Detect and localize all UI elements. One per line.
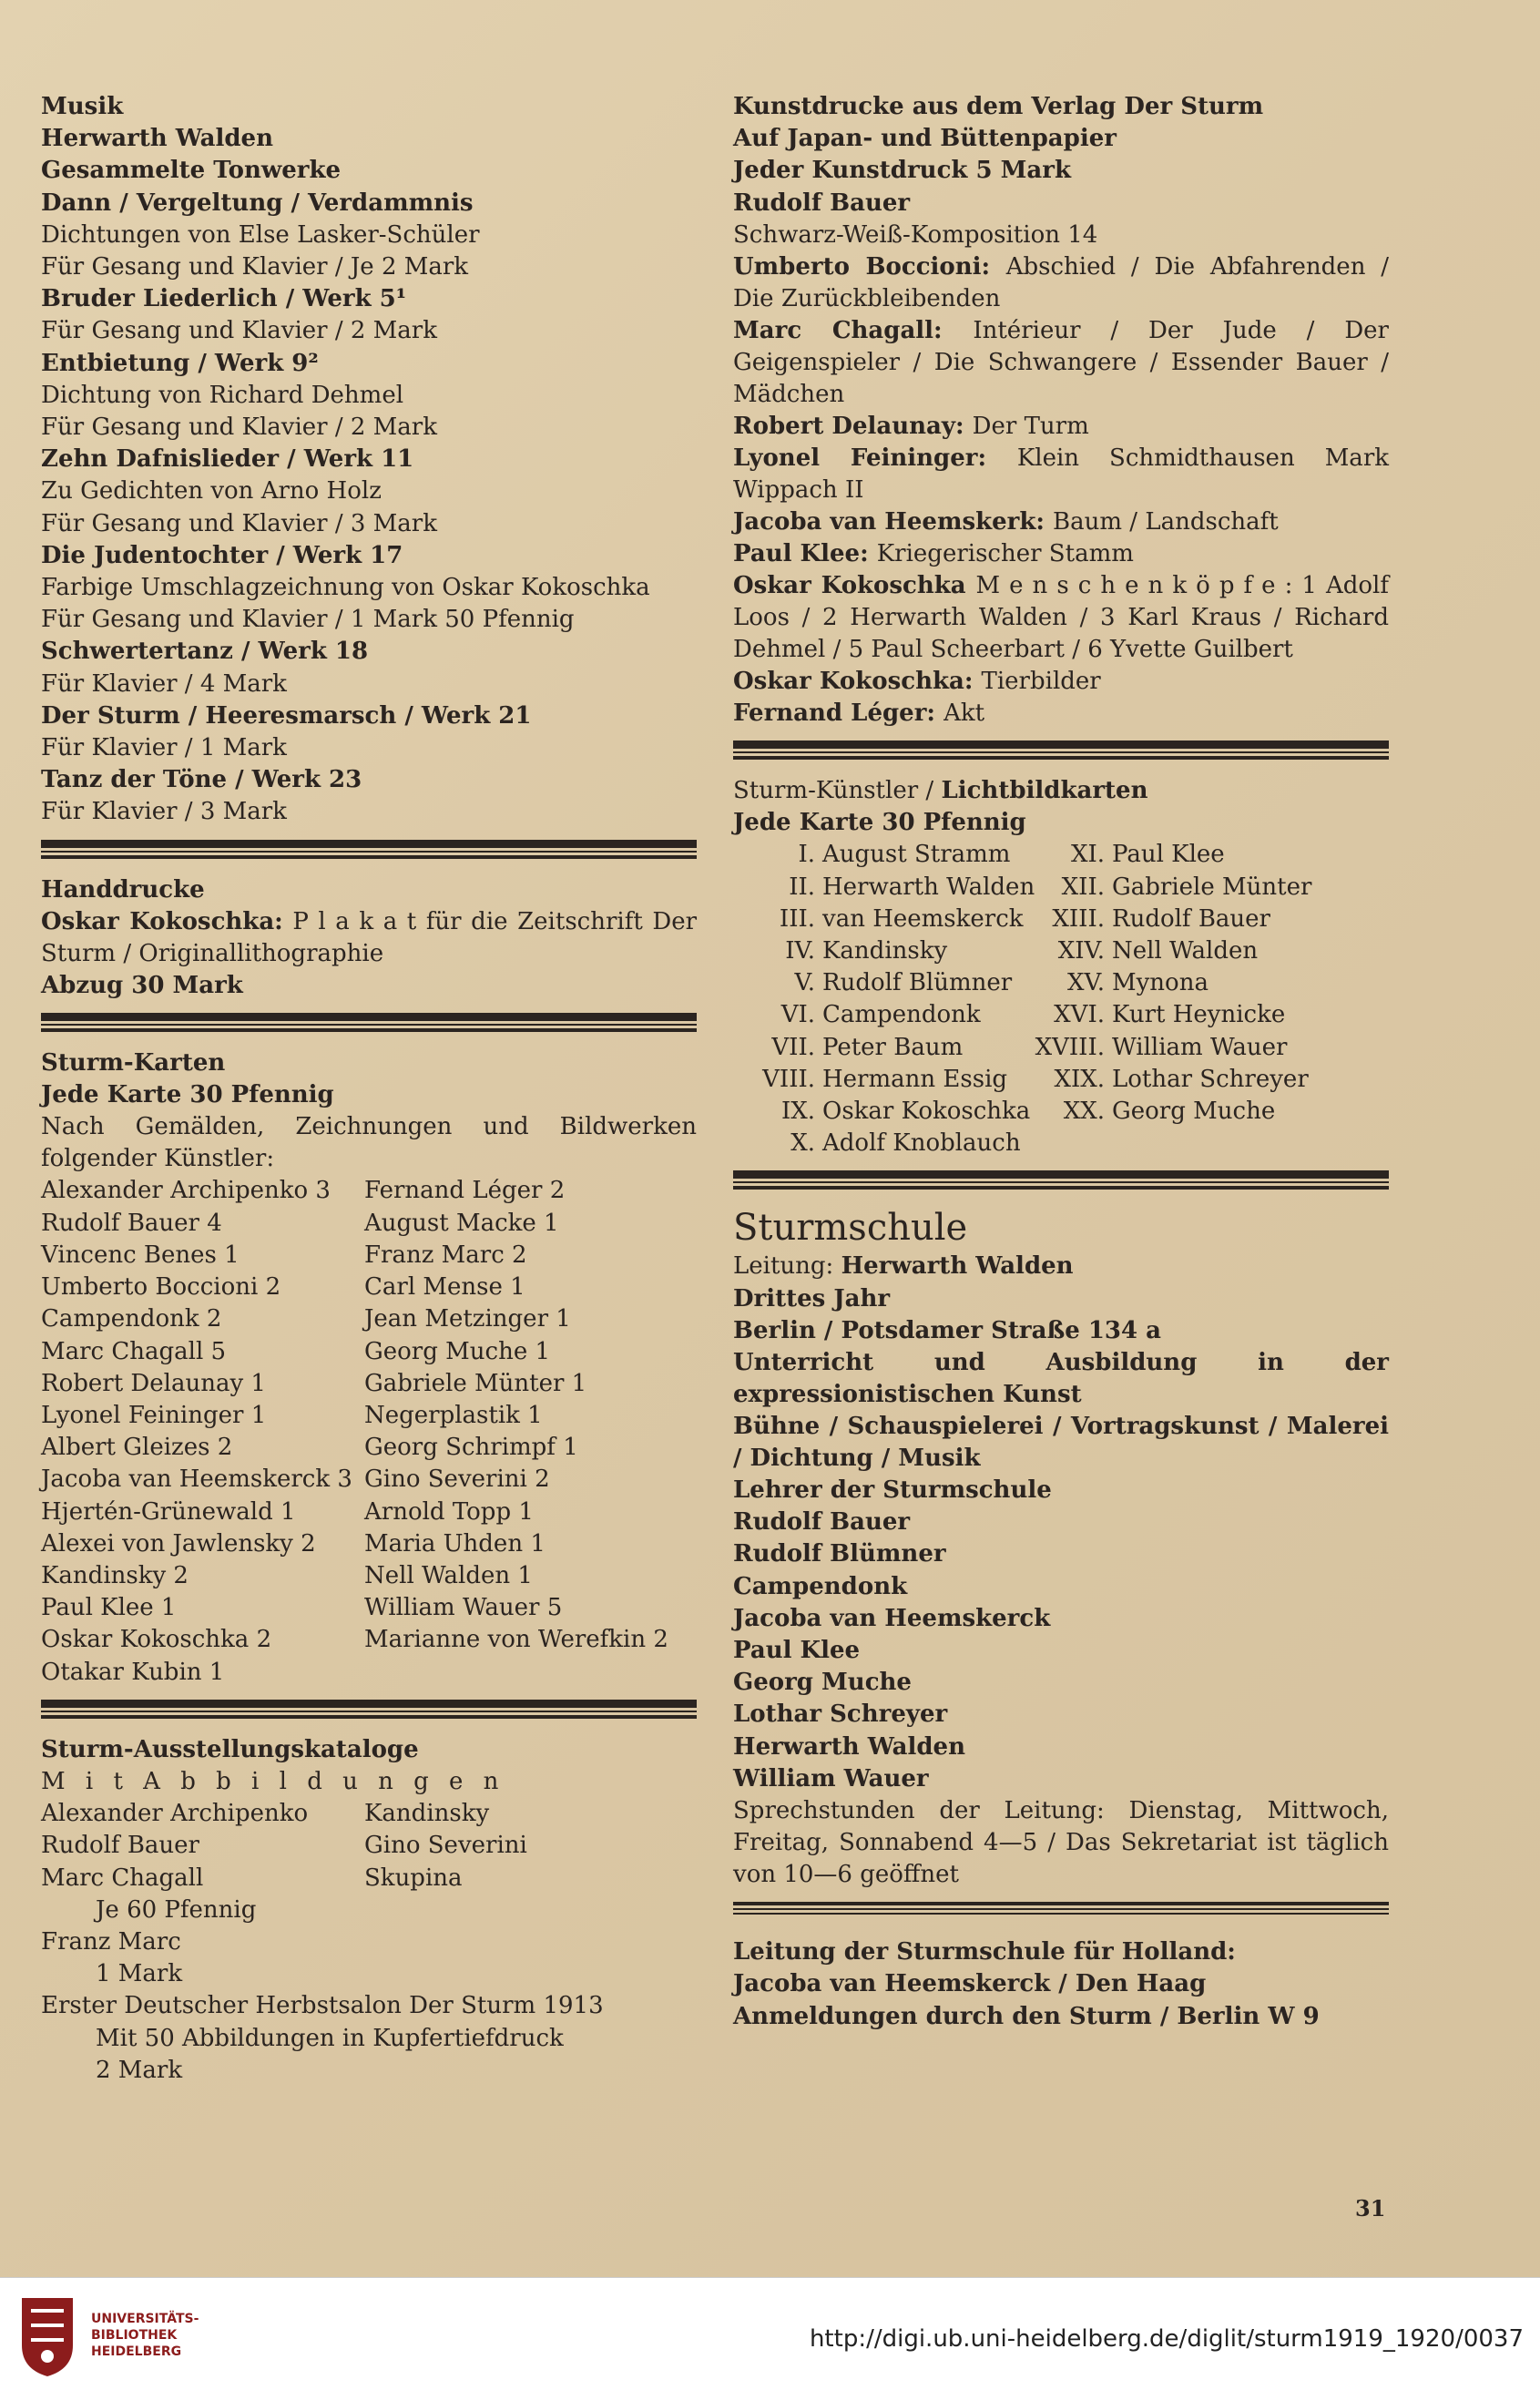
lehrer-name: Paul Klee — [733, 1637, 861, 1665]
work-title: Zehn Dafnislieder / Werk 11 — [41, 445, 414, 474]
work-detail: Für Gesang und Klavier / 2 Mark — [41, 317, 437, 345]
handdrucke-price: Abzug 30 Mark — [41, 971, 243, 999]
lichtbild-artist: Campendonk — [822, 1001, 981, 1029]
kunstdruck-entry — [733, 443, 1389, 506]
schule-unterricht: Unterricht und Ausbildung in der expressionistischen Kunst — [733, 1349, 1389, 1409]
library-name-line: UNIVERSITÄTS- — [91, 2312, 199, 2326]
kunstdrucke-paper: Auf Japan- und Büttenpapier — [733, 125, 1117, 153]
karten-row — [41, 1432, 697, 1464]
section-divider — [41, 1700, 697, 1720]
kataloge-subtitle: M i t A b b i l d u n g e n — [41, 1767, 505, 1795]
kunstdruck-artist: Paul Klee: — [733, 540, 877, 568]
karten-artist: Carl Mense 1 — [364, 1273, 525, 1302]
karten-artist: Georg Schrimpf 1 — [364, 1434, 578, 1462]
karten-artist: Maria Uhden 1 — [364, 1529, 546, 1558]
kunstdruck-artist: Lyonel Feininger: — [733, 444, 1017, 473]
lichtbild-row — [733, 1096, 1389, 1128]
lichtbild-artist: Rudolf Bauer — [1112, 904, 1270, 933]
katalog-artist: Kandinsky — [364, 1800, 490, 1828]
karten-row — [41, 1272, 697, 1303]
work-title: Bruder Liederlich / Werk 5¹ — [41, 285, 407, 313]
katalog-list — [41, 1798, 697, 1895]
karten-row — [41, 1657, 697, 1689]
karten-artist: Vincenc Benes 1 — [41, 1241, 240, 1269]
karten-artist: Lyonel Feininger 1 — [41, 1401, 267, 1429]
katalog-price: Je 60 Pfennig — [96, 1895, 257, 1924]
lichtbild-heading-b: Lichtbildkarten — [941, 777, 1148, 805]
lichtbild-number: VII. — [771, 1033, 815, 1061]
lichtbild-artist: Gabriele Münter — [1112, 873, 1312, 901]
karten-row — [41, 1240, 697, 1272]
lichtbild-row — [733, 872, 1389, 904]
katalog-artist: Marc Chagall — [41, 1864, 204, 1892]
karten-artist: Gabriele Münter 1 — [364, 1369, 587, 1397]
lichtbild-row — [733, 839, 1389, 871]
karten-row — [41, 1368, 697, 1400]
katalog-herbstsalon-sub: Mit 50 Abbildungen in Kupfertiefdruck — [96, 2024, 564, 2052]
karten-artist: William Wauer 5 — [364, 1594, 563, 1622]
leitung-name: Herwarth Walden — [841, 1252, 1074, 1281]
lehrer-name: Herwarth Walden — [733, 1732, 965, 1761]
kunstdruck-works: Kriegerischer Stamm — [876, 540, 1134, 568]
musik-list — [41, 188, 697, 829]
karten-artist: Rudolf Bauer 4 — [41, 1209, 222, 1237]
work-detail: Zu Gedichten von Arno Holz — [41, 477, 382, 506]
lichtbild-artist: Lothar Schreyer — [1112, 1065, 1309, 1093]
university-seal-icon — [16, 2289, 78, 2380]
lichtbild-number: X. — [790, 1129, 815, 1158]
work-title: Die Judentochter / Werk 17 — [41, 541, 403, 569]
karten-artist: Alexei von Jawlensky 2 — [41, 1529, 316, 1558]
karten-artist: Fernand Léger 2 — [364, 1177, 566, 1205]
kunstdruck-artist: Robert Delaunay: — [733, 413, 973, 441]
karten-artist: Robert Delaunay 1 — [41, 1369, 266, 1397]
karten-row — [41, 1560, 697, 1592]
karten-row — [41, 1303, 697, 1335]
lichtbild-number: V. — [794, 969, 815, 997]
karten-artist: Nell Walden 1 — [364, 1561, 533, 1589]
library-name — [91, 2311, 199, 2360]
lichtbild-artist: van Heemskerck — [822, 904, 1024, 933]
katalog-herbstsalon: Erster Deutscher Herbstsalon Der Sturm 1913 — [41, 1992, 604, 2020]
lichtbild-number: II. — [789, 873, 815, 901]
lichtbild-artist: Oskar Kokoschka — [822, 1098, 1031, 1126]
collection-title: Gesammelte Tonwerke — [41, 157, 342, 185]
lichtbild-artist: Georg Muche — [1112, 1098, 1276, 1126]
work-detail: Dichtung von Richard Dehmel — [41, 381, 404, 409]
lehrer-list — [733, 1507, 1389, 1795]
lichtbild-row — [733, 1128, 1389, 1159]
karten-intro: Nach Gemälden, Zeichnungen und Bildwerken folgender Künstler: — [41, 1113, 697, 1173]
karten-artist: Arnold Topp 1 — [364, 1497, 534, 1526]
work-detail: Für Klavier / 4 Mark — [41, 669, 287, 698]
kunstdruck-artist: Marc Chagall: — [733, 317, 974, 345]
leitung-label: Leitung: — [733, 1252, 834, 1281]
lichtbild-price: Jede Karte 30 Pfennig — [733, 809, 1026, 837]
karten-row — [41, 1592, 697, 1624]
karten-price: Jede Karte 30 Pfennig — [41, 1081, 334, 1109]
work-title: Der Sturm / Heeresmarsch / Werk 21 — [41, 701, 532, 730]
kunstdruck-entry — [733, 315, 1389, 411]
karten-row — [41, 1624, 697, 1656]
kunstdruck-artist: Rudolf Bauer — [733, 189, 911, 217]
karten-artist: Hjertén-Grünewald 1 — [41, 1497, 296, 1526]
kunstdruck-entry — [733, 698, 1389, 730]
lichtbild-row — [733, 935, 1389, 967]
viewer-footer — [0, 2277, 1540, 2390]
sprechstunden: Sprechstunden der Leitung: Dienstag, Mittwoch, Freitag, Sonnabend 4—5 / Das Sekretariat ist täglich von 10—6 geöffnet — [733, 1797, 1389, 1889]
kunstdruck-artist: Umberto Boccioni: — [733, 253, 1006, 281]
holland-line-3: Anmeldungen durch den Sturm / Berlin W 9 — [733, 2002, 1320, 2030]
lichtbild-artist: Herwarth Walden — [822, 873, 1035, 901]
lichtbild-row — [733, 904, 1389, 935]
section-divider — [733, 1902, 1389, 1922]
composer-name: Herwarth Walden — [41, 125, 273, 153]
katalog-row — [41, 1863, 697, 1895]
lehrer-name: Georg Muche — [733, 1669, 912, 1697]
kunstdruck-works: Baum / Landschaft — [1053, 508, 1279, 536]
schule-faecher: Bühne / Schauspielerei / Vortragskunst / Malerei / Dichtung / Musik — [733, 1413, 1389, 1473]
lichtbild-artist: Adolf Knoblauch — [822, 1129, 1021, 1158]
library-name-line: HEIDELBERG — [91, 2344, 182, 2359]
kunstdruck-works: Tierbilder — [981, 668, 1101, 696]
karten-row — [41, 1400, 697, 1432]
karten-row — [41, 1175, 697, 1207]
section-divider — [733, 740, 1389, 761]
work-title: Schwertertanz / Werk 18 — [41, 638, 369, 666]
kunstdruck-entry — [733, 411, 1389, 443]
lichtbild-number: VI. — [780, 1001, 815, 1029]
lichtbild-artist: William Wauer — [1112, 1033, 1288, 1061]
section-heading-handdrucke: Handdrucke — [41, 875, 205, 904]
lichtbild-artist: Peter Baum — [822, 1033, 964, 1061]
karten-artist — [364, 1657, 697, 1689]
karten-artist: Umberto Boccioni 2 — [41, 1273, 281, 1302]
kunstdruck-artist: Jacoba van Heemskerk: — [733, 508, 1054, 536]
handdrucke-entry — [41, 906, 697, 970]
work-detail: Für Klavier / 1 Mark — [41, 734, 287, 762]
lichtbild-row — [733, 1032, 1389, 1064]
lichtbild-number: I. — [798, 841, 815, 869]
karten-artist: August Macke 1 — [364, 1209, 559, 1237]
plakat-description: für die Zeitschrift Der Sturm / Originallithographie — [41, 907, 698, 967]
lichtbild-artist: Rudolf Blümner — [822, 969, 1013, 997]
karten-artist: Jean Metzinger 1 — [364, 1305, 571, 1333]
section-divider — [41, 840, 697, 860]
page-number: 31 — [1355, 2195, 1386, 2221]
lichtbild-list — [733, 839, 1389, 1159]
lichtbild-number: VIII. — [762, 1065, 815, 1093]
schule-jahr: Drittes Jahr — [733, 1284, 891, 1312]
karten-row — [41, 1336, 697, 1368]
lehrer-name: Jacoba van Heemskerck — [733, 1604, 1051, 1632]
lichtbild-number: IX. — [780, 1098, 815, 1126]
schule-leitung — [733, 1251, 1389, 1282]
lichtbild-number: XI. — [1070, 841, 1105, 869]
karten-artist: Georg Muche 1 — [364, 1337, 551, 1365]
lichtbild-artist: Nell Walden — [1112, 937, 1259, 965]
karten-row — [41, 1464, 697, 1496]
right-column — [733, 91, 1389, 2033]
lichtbild-number: III. — [779, 904, 815, 933]
karten-artist: Marc Chagall 5 — [41, 1337, 227, 1365]
kunstdruck-entry — [733, 538, 1389, 570]
lichtbild-row — [733, 967, 1389, 999]
lehrer-name: William Wauer — [733, 1764, 929, 1792]
work-detail: Dichtungen von Else Lasker-Schüler — [41, 220, 480, 249]
lehrer-name: Campendonk — [733, 1572, 908, 1600]
lichtbild-number: XVIII. — [1035, 1033, 1105, 1061]
work-detail: Farbige Umschlagzeichnung von Oskar Kokoschka — [41, 574, 650, 602]
lehrer-name: Lothar Schreyer — [733, 1701, 948, 1729]
kunstdruck-works: Abschied / Die Abfahrenden / Die Zurückbleibenden — [733, 253, 1389, 313]
lichtbild-number: XVI. — [1054, 1001, 1105, 1029]
kunstdruck-entry — [733, 666, 1389, 698]
lichtbild-artist: Kurt Heynicke — [1112, 1001, 1286, 1029]
katalog-franz-marc: Franz Marc — [41, 1927, 181, 1956]
holland-line-2: Jacoba van Heemskerck / Den Haag — [733, 1970, 1207, 1998]
lichtbild-artist: Mynona — [1112, 969, 1209, 997]
lichtbild-row — [733, 1064, 1389, 1096]
karten-row — [41, 1496, 697, 1528]
karten-artist: Otakar Kubin 1 — [41, 1658, 225, 1686]
lichtbild-number — [1032, 1128, 1112, 1159]
kunstdruck-works: Der Turm — [972, 413, 1089, 441]
lichtbild-number: XIX. — [1054, 1065, 1105, 1093]
lichtbild-artist: Paul Klee — [1112, 841, 1225, 869]
lichtbild-number: XX. — [1063, 1098, 1105, 1126]
kunstdruck-entry — [733, 506, 1389, 538]
karten-artist: Oskar Kokoschka 2 — [41, 1626, 272, 1654]
kunstdruck-works: Intérieur / Der Jude / Der Geigenspieler / Die Schwangere / Essender Bauer / Mädchen — [733, 317, 1389, 409]
section-heading-lichtbild — [733, 775, 1389, 807]
work-detail: Für Gesang und Klavier / 2 Mark — [41, 414, 437, 442]
work-detail: Für Gesang und Klavier / Je 2 Mark — [41, 253, 469, 281]
left-column — [41, 91, 697, 2087]
kunstdruck-works: Klein Schmidthausen Mark Wippach II — [733, 444, 1389, 505]
kunstdruck-entry — [733, 570, 1389, 666]
katalog-row — [41, 1798, 697, 1830]
holland-line-1: Leitung der Sturmschule für Holland: — [733, 1938, 1236, 1966]
library-name-line: BIBLIOTHEK — [91, 2328, 178, 2343]
lichtbild-row — [733, 999, 1389, 1031]
karten-artist: Franz Marc 2 — [364, 1241, 527, 1269]
artist-name: Oskar Kokoschka: — [41, 907, 283, 935]
kunstdruck-artist: Fernand Léger: — [733, 700, 944, 728]
section-heading-kataloge: Sturm-Ausstellungskataloge — [41, 1735, 419, 1763]
work-detail: Für Klavier / 3 Mark — [41, 798, 287, 826]
source-url[interactable]: http://digi.ub.uni-heidelberg.de/diglit/sturm1919_1920/0037 — [809, 2325, 1524, 2353]
karten-artist: Jacoba van Heemskerck 3 — [41, 1466, 352, 1494]
karten-artist: Gino Severini 2 — [364, 1466, 550, 1494]
lichtbild-number: XIII. — [1052, 904, 1105, 933]
kunstdruck-works: Akt — [943, 700, 985, 728]
lichtbild-artist: Hermann Essig — [822, 1065, 1008, 1093]
lichtbild-heading-a: Sturm-Künstler / — [733, 777, 934, 805]
section-heading-kunstdrucke: Kunstdrucke aus dem Verlag Der Sturm — [733, 93, 1264, 120]
kunstdruck-works: M e n s c h e n k ö p f e : 1 Adolf Loos / 2 Herwarth Walden / 3 Karl Kraus / Richard Dehmel / 5 Paul Scheerbart / 6 Yvette Guilbert — [733, 572, 1389, 664]
sturmschule-title: Sturmschule — [733, 1207, 968, 1250]
karten-artist-list — [41, 1175, 697, 1688]
work-title: Tanz der Töne / Werk 23 — [41, 766, 362, 794]
katalog-artist: Skupina — [364, 1864, 463, 1892]
karten-artist: Negerplastik 1 — [364, 1401, 543, 1429]
plakat-label: P l a k a t — [292, 907, 417, 935]
section-divider — [733, 1170, 1389, 1190]
lichtbild-artist: August Stramm — [822, 841, 1011, 869]
lehrer-name: Rudolf Bauer — [733, 1508, 911, 1537]
katalog-row — [41, 1830, 697, 1862]
katalog-artist: Gino Severini — [364, 1832, 527, 1860]
katalog-artist: Rudolf Bauer — [41, 1832, 199, 1860]
karten-artist: Alexander Archipenko 3 — [41, 1177, 331, 1205]
lichtbild-number: IV. — [785, 937, 815, 965]
kunstdrucke-list — [733, 188, 1389, 730]
lichtbild-artist: Kandinsky — [822, 937, 948, 965]
schule-address: Berlin / Potsdamer Straße 134 a — [733, 1316, 1161, 1344]
karten-artist: Albert Gleizes 2 — [41, 1434, 233, 1462]
karten-artist: Kandinsky 2 — [41, 1561, 189, 1589]
work-title: Dann / Vergeltung / Verdammnis — [41, 189, 474, 217]
kunstdruck-works: Schwarz-Weiß-Komposition 14 — [733, 220, 1098, 249]
lehrer-heading: Lehrer der Sturmschule — [733, 1476, 1052, 1505]
katalog-artist: Alexander Archipenko — [41, 1800, 309, 1828]
section-heading-sturm-karten: Sturm-Karten — [41, 1049, 226, 1078]
karten-row — [41, 1528, 697, 1560]
katalog-price: 2 Mark — [96, 2056, 183, 2084]
karten-artist: Marianne von Werefkin 2 — [364, 1626, 668, 1654]
lichtbild-number: XIV. — [1057, 937, 1105, 965]
kunstdruck-artist: Oskar Kokoschka: — [733, 668, 982, 696]
work-detail: Für Gesang und Klavier / 3 Mark — [41, 509, 437, 537]
kunstdruck-entry — [733, 251, 1389, 315]
katalog-price: 1 Mark — [96, 1960, 183, 1988]
lehrer-name: Rudolf Blümner — [733, 1540, 946, 1568]
kunstdruck-artist: Oskar Kokoschka — [733, 572, 976, 600]
lichtbild-number: XV. — [1066, 969, 1105, 997]
section-heading-musik: Musik — [41, 93, 124, 120]
work-title: Entbietung / Werk 9² — [41, 349, 319, 377]
work-detail: Für Gesang und Klavier / 1 Mark 50 Pfennig — [41, 606, 575, 634]
karten-artist: Campendonk 2 — [41, 1305, 222, 1333]
karten-artist: Paul Klee 1 — [41, 1594, 177, 1622]
kunstdrucke-price: Jeder Kunstdruck 5 Mark — [733, 157, 1071, 185]
lichtbild-number: XII. — [1061, 873, 1105, 901]
karten-row — [41, 1208, 697, 1240]
section-divider — [41, 1013, 697, 1033]
